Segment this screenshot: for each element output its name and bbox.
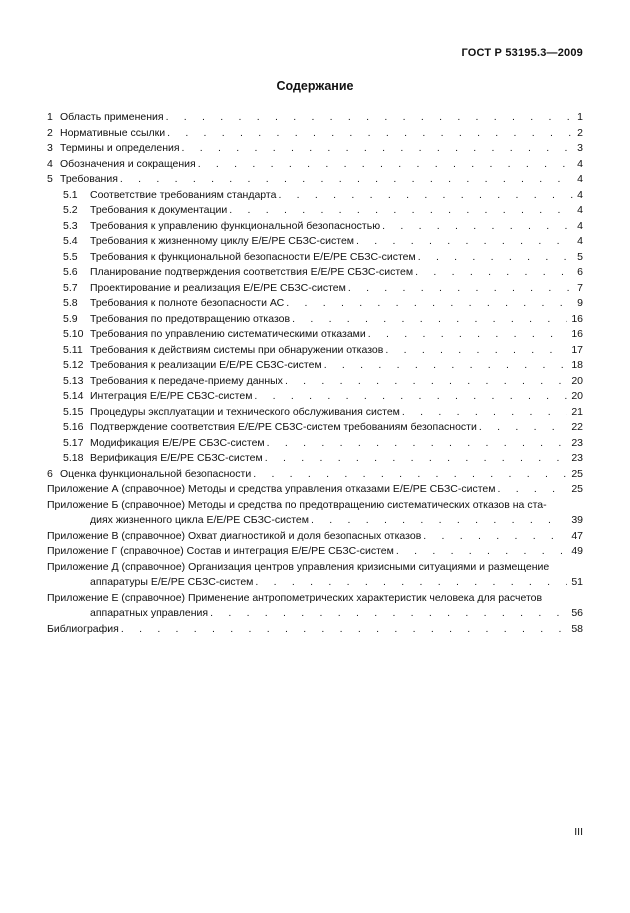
dot-leader	[418, 250, 583, 266]
toc-entry-text: Нормативные ссылки	[60, 126, 167, 142]
toc-entry-page: 39	[567, 513, 583, 529]
table-of-contents	[47, 110, 583, 637]
toc-entry[interactable]	[47, 126, 583, 142]
toc-entry-text: Область применения	[60, 110, 166, 126]
dot-leader	[255, 575, 583, 591]
toc-entry[interactable]	[47, 265, 583, 281]
toc-entry-number: 5.8	[63, 297, 78, 309]
toc-entry[interactable]	[47, 606, 583, 622]
dot-leader	[368, 327, 583, 343]
toc-entry-text: Приложение В (справочное) Охват диагностикой и доля безопасных отказов	[47, 529, 423, 545]
dot-leader	[402, 405, 583, 421]
toc-entry-number: 5.12	[63, 359, 84, 371]
toc-entry[interactable]	[47, 575, 583, 591]
toc-entry-text: Требования по предотвращению отказов	[90, 312, 292, 328]
toc-entry[interactable]	[47, 250, 583, 266]
dot-leader	[265, 451, 583, 467]
toc-entry-number: 4	[47, 157, 53, 170]
toc-entry-text: Требования к полноте безопасности АС	[90, 296, 286, 312]
toc-entry[interactable]	[47, 219, 583, 235]
dot-leader	[278, 188, 583, 204]
toc-entry[interactable]	[47, 482, 583, 498]
toc-entry-page: 5	[573, 250, 583, 266]
toc-entry-text: Подтверждение соответствия Е/Е/РЕ СБЗС-систем требованиям безопасности	[90, 420, 479, 436]
toc-entry-text: Требования к жизненному циклу Е/Е/РЕ СБЗС-систем	[90, 234, 356, 250]
dot-leader	[292, 312, 583, 328]
toc-entry-page: 4	[573, 219, 583, 235]
toc-entry-text: Процедуры эксплуатации и технического обслуживания систем	[90, 405, 402, 421]
toc-entry-number: 5.13	[63, 374, 84, 387]
toc-entry-text: аппаратных управления	[90, 606, 210, 622]
toc-entry-page: 49	[567, 544, 583, 560]
toc-entry-page: 56	[567, 606, 583, 622]
toc-entry-text: аппаратуры Е/Е/РЕ СБЗС-систем	[90, 575, 255, 591]
dot-leader	[198, 157, 583, 173]
toc-entry-page: 25	[567, 482, 583, 498]
dot-leader	[382, 219, 583, 235]
toc-entry[interactable]	[47, 157, 583, 173]
toc-entry-number: 5	[47, 173, 53, 185]
toc-entry[interactable]	[47, 281, 583, 297]
toc-entry-text: Планирование подтверждения соответствия Е/Е/РЕ СБЗС-систем	[90, 265, 415, 281]
toc-entry-number: 5.2	[63, 204, 78, 216]
toc-entry[interactable]	[47, 203, 583, 219]
toc-entry[interactable]	[47, 188, 583, 204]
toc-entry-number: 5.3	[63, 219, 78, 232]
toc-entry-number: 5.11	[63, 343, 83, 356]
dot-leader	[167, 126, 583, 142]
toc-entry-number: 5.17	[63, 436, 84, 449]
toc-entry[interactable]	[47, 141, 583, 157]
toc-entry-number: 5.6	[63, 266, 78, 278]
toc-entry-number: 6	[47, 467, 53, 480]
toc-entry-text: диях жизненного цикла Е/Е/РЕ СБЗС-систем	[90, 513, 311, 529]
dot-leader	[311, 513, 583, 529]
page-title: Содержание	[276, 79, 354, 93]
toc-entry[interactable]	[47, 110, 583, 126]
toc-entry-text: Приложение А (справочное) Методы и средства управления отказами Е/Е/РЕ СБЗС-систем	[47, 482, 497, 498]
dot-leader	[324, 358, 583, 374]
toc-entry-text: Требования по управлению систематическими отказами	[90, 327, 368, 343]
toc-entry[interactable]	[47, 451, 583, 467]
dot-leader	[166, 110, 583, 126]
toc-entry-number: 5.9	[63, 312, 78, 325]
toc-entry-text: Приложение Е (справочное) Применение антропометрических характеристик человека для расчетов	[47, 591, 543, 604]
dot-leader	[121, 622, 583, 638]
toc-entry-text: Соответствие требованиям стандарта	[90, 188, 278, 204]
toc-entry[interactable]	[47, 513, 583, 529]
dot-leader	[210, 606, 583, 622]
toc-entry[interactable]	[47, 591, 583, 607]
toc-entry-text: Требования к функциональной безопасности Е/Е/РЕ СБЗС-систем	[90, 250, 418, 266]
toc-entry-text: Приложение Б (справочное) Методы и средства по предотвращению систематических отказов на ста-	[47, 498, 547, 511]
toc-entry-number: 5.15	[63, 405, 84, 418]
toc-entry[interactable]	[47, 358, 583, 374]
dot-leader	[267, 436, 583, 452]
toc-entry-page: 17	[567, 343, 583, 359]
dot-leader	[120, 172, 583, 188]
toc-entry[interactable]	[47, 234, 583, 250]
toc-entry[interactable]	[47, 343, 583, 359]
toc-entry[interactable]	[47, 420, 583, 436]
toc-entry-number: 5.10	[63, 328, 84, 340]
toc-entry-page: 23	[567, 451, 583, 467]
toc-entry-text: Требования к документации	[90, 203, 229, 219]
toc-entry-page: 47	[567, 529, 583, 545]
dot-leader	[356, 234, 583, 250]
toc-entry-page: 4	[573, 188, 583, 204]
toc-entry-page: 25	[567, 467, 583, 483]
toc-entry[interactable]	[47, 172, 583, 188]
toc-entry-number: 5.7	[63, 281, 78, 294]
toc-entry[interactable]	[47, 405, 583, 421]
toc-entry-number: 5.5	[63, 250, 78, 263]
toc-entry-page: 18	[567, 358, 583, 374]
toc-entry-text: Приложение Г (справочное) Состав и интеграция Е/Е/РЕ СБЗС-систем	[47, 544, 396, 560]
toc-entry-page: 4	[573, 234, 583, 250]
toc-entry-text: Библиография	[47, 622, 121, 638]
toc-entry-number: 5.14	[63, 390, 84, 402]
toc-entry-text: Обозначения и сокращения	[60, 157, 198, 173]
toc-entry-text: Верификация Е/Е/РЕ СБЗС-систем	[90, 451, 265, 467]
toc-entry-text: Приложение Д (справочное) Организация центров управления кризисными ситуациями и размещение	[47, 560, 550, 573]
toc-entry-number: 5.1	[63, 188, 78, 201]
toc-entry-page: 51	[567, 575, 583, 591]
toc-entry-text: Требования к действиям системы при обнаружении отказов	[90, 343, 385, 359]
toc-entry[interactable]	[47, 436, 583, 452]
toc-entry-page: 20	[567, 374, 583, 390]
toc-entry-page: 6	[573, 265, 583, 281]
toc-entry-page: 2	[573, 126, 583, 142]
toc-entry-page: 4	[573, 203, 583, 219]
toc-entry-page: 4	[573, 157, 583, 173]
toc-entry-number: 5.4	[63, 235, 78, 247]
toc-entry[interactable]	[47, 498, 583, 514]
toc-entry-number: 1	[47, 111, 53, 123]
toc-entry[interactable]	[47, 327, 583, 343]
dot-leader	[348, 281, 583, 297]
toc-entry-page: 4	[573, 172, 583, 188]
toc-entry[interactable]	[47, 296, 583, 312]
dot-leader	[182, 141, 583, 157]
page-number: III	[574, 826, 583, 838]
toc-entry[interactable]	[47, 544, 583, 560]
dot-leader	[253, 467, 583, 483]
toc-entry-page: 22	[567, 420, 583, 436]
dot-leader	[254, 389, 583, 405]
toc-entry-text: Термины и определения	[60, 141, 182, 157]
toc-entry[interactable]	[47, 622, 583, 638]
dot-leader	[396, 544, 583, 560]
toc-entry[interactable]	[47, 467, 583, 483]
toc-entry-text: Оценка функциональной безопасности	[60, 467, 253, 483]
toc-entry-number: 3	[47, 142, 53, 154]
dot-leader	[229, 203, 583, 219]
toc-entry-text: Требования к передаче-приему данных	[90, 374, 285, 390]
toc-entry-page: 21	[567, 405, 583, 421]
toc-entry[interactable]	[47, 529, 583, 545]
toc-entry-page: 1	[573, 110, 583, 126]
dot-leader	[286, 296, 583, 312]
toc-entry[interactable]	[47, 389, 583, 405]
document-standard-header: ГОСТ Р 53195.3—2009	[461, 47, 583, 59]
toc-entry-text: Проектирование и реализация Е/Е/РЕ СБЗС-систем	[90, 281, 348, 297]
toc-entry-page: 20	[567, 389, 583, 405]
toc-entry-number: 5.16	[63, 421, 84, 433]
toc-entry-number: 5.18	[63, 452, 84, 464]
toc-entry-page: 58	[567, 622, 583, 638]
toc-entry-page: 23	[567, 436, 583, 452]
toc-entry[interactable]	[47, 312, 583, 328]
toc-entry-page: 7	[573, 281, 583, 297]
toc-entry-text: Требования к управлению функциональной безопасностью	[90, 219, 382, 235]
toc-entry[interactable]	[47, 374, 583, 390]
toc-entry-page: 16	[567, 312, 583, 328]
toc-entry[interactable]	[47, 560, 583, 576]
toc-entry-text: Интеграция Е/Е/РЕ СБЗС-систем	[90, 389, 254, 405]
dot-leader	[423, 529, 583, 545]
toc-entry-page: 3	[573, 141, 583, 157]
toc-entry-text: Модификация Е/Е/РЕ СБЗС-систем	[90, 436, 267, 452]
toc-entry-text: Требования к реализации Е/Е/РЕ СБЗС-систем	[90, 358, 324, 374]
dot-leader	[285, 374, 583, 390]
toc-entry-text: Требования	[60, 172, 120, 188]
toc-entry-page: 9	[573, 296, 583, 312]
toc-entry-number: 2	[47, 126, 53, 139]
toc-entry-page: 16	[567, 327, 583, 343]
dot-leader	[415, 265, 583, 281]
dot-leader	[385, 343, 583, 359]
